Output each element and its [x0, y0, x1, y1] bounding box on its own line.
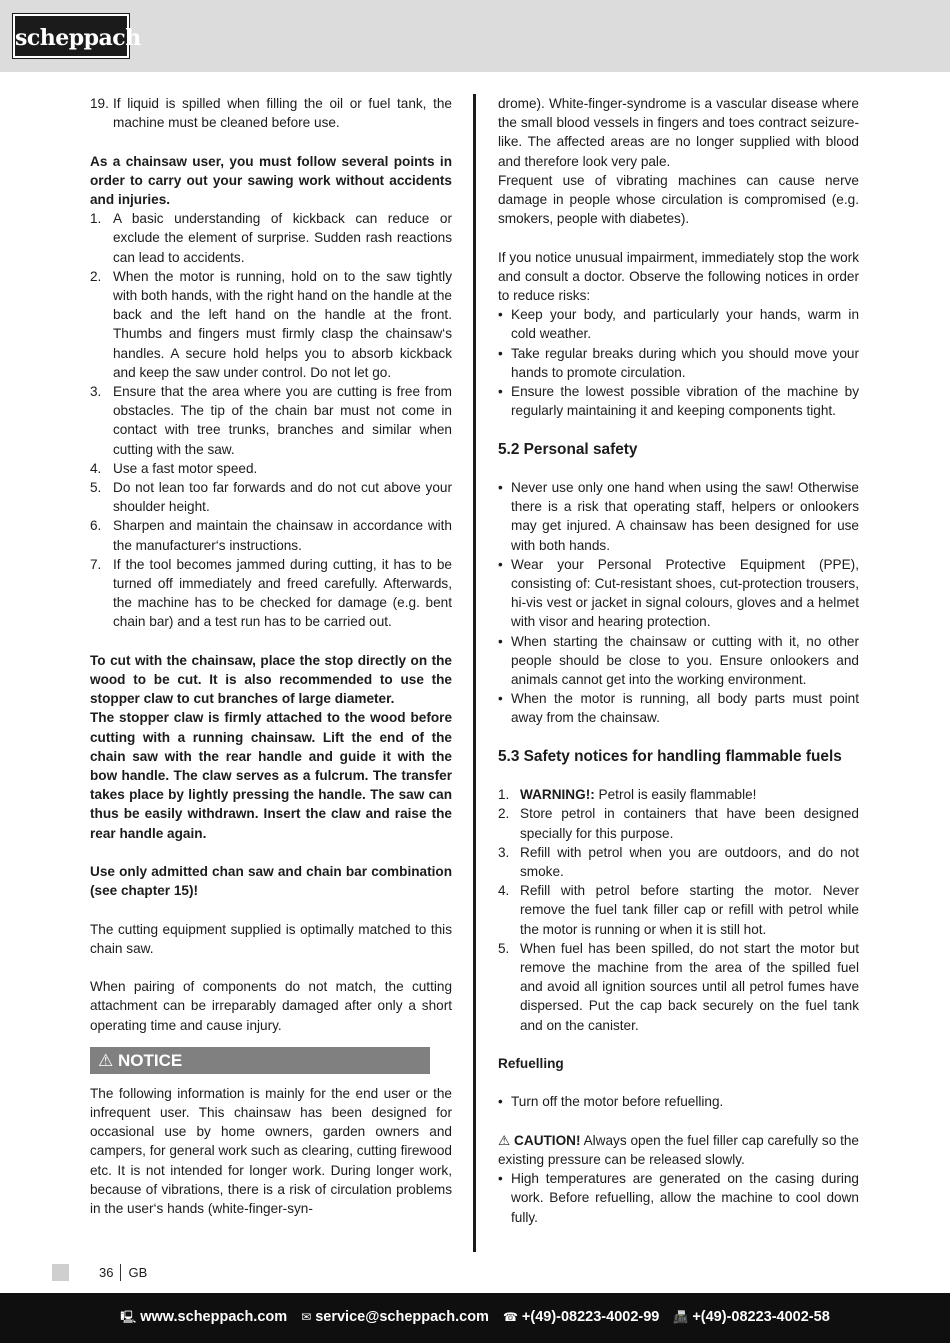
list-item: 4. Refill with petrol before starting the motor. Never remove the fuel tank filler cap or refill with petrol while the motor is running or when it is still hot. — [498, 883, 859, 937]
list-item: • Take regular breaks during which you should move your hands to promote circulation. — [498, 345, 859, 380]
admitted-combination-paragraph: Use only admitted chan saw and chain bar combination (see chapter 15)! — [90, 864, 452, 899]
matched-paragraph: The cutting equipment supplied is optimally matched to this chain saw. — [90, 921, 452, 956]
kickback-list — [90, 209, 452, 631]
phone-number: +(49)-08223-4002-99 — [521, 1309, 660, 1326]
phone-icon: ☎ — [502, 1310, 518, 1325]
caution-label: ⚠ CAUTION! — [498, 1132, 581, 1148]
email-link[interactable]: service@scheppach.com — [315, 1309, 489, 1326]
hot-bullets — [498, 1169, 859, 1227]
contact-footer — [0, 1293, 950, 1343]
impairment-paragraph: If you notice unusual impairment, immediately stop the work and consult a doctor. Observe the following notices in order to reduce risks: — [498, 249, 859, 304]
risk-bullets — [498, 305, 859, 420]
list-item: 19. If liquid is spilled when filling the oil or fuel tank, the machine must be cleaned before use. — [90, 96, 452, 131]
personal-safety-bullets — [498, 478, 859, 728]
caution-paragraph: ⚠ CAUTION! Always open the fuel filler cap carefully so the existing pressure can be released slowly. — [498, 1132, 859, 1168]
notice-banner: ⚠ NOTICE — [90, 1047, 430, 1074]
list-item: 6. Sharpen and maintain the chainsaw in accordance with the manufacturer‘s instructions. — [90, 518, 452, 553]
mail-icon: ✉ — [301, 1310, 312, 1325]
stopper-claw-paragraph: The stopper claw is firmly attached to the wood before cutting with a running chainsaw. Lift the end of the chain saw with the rear handle and guide it with the bow handle. The claw serves as a fulcrum. The transfer takes place by lightly pressing the handle. The saw can thus be easily withdrawn. Insert the claw and raise the rear handle again. — [90, 710, 452, 841]
computer-icon: 🖳 — [120, 1310, 137, 1325]
vibration-paragraph: Frequent use of vibrating machines can cause nerve damage in people whose circulation is compromised (e.g. smokers, people with diabetes). — [498, 172, 859, 227]
left-column — [90, 94, 452, 1218]
fuel-list — [498, 785, 859, 1035]
heading-refuelling: Refuelling — [498, 1056, 564, 1072]
pairing-paragraph: When pairing of components do not match, the cutting attachment can be irreparably damaged after only a short operating time and cause injury. — [90, 979, 452, 1033]
refuel-bullets — [498, 1092, 859, 1111]
list-continued — [90, 94, 452, 132]
list-item: 5. Do not lean too far forwards and do not cut above your shoulder height. — [90, 480, 452, 515]
website-link[interactable]: www.scheppach.com — [140, 1309, 288, 1326]
list-item: • When the motor is running, all body parts must point away from the chainsaw. — [498, 691, 859, 726]
list-item: 2. Store petrol in containers that have been designed specially for this purpose. — [498, 806, 859, 841]
list-item: 1. A basic understanding of kickback can reduce or exclude the element of surprise. Sudden rash reactions can lead to accidents. — [90, 211, 452, 265]
heading-personal-safety: 5.2 Personal safety — [498, 440, 638, 458]
continued-paragraph: drome). White-finger-syndrome is a vascular disease where the small blood vessels in fingers and toes contract seizure-like. The affected areas are no longer supplied with blood and therefore look very pale. — [498, 96, 859, 169]
fax-number: +(49)-08223-4002-58 — [692, 1309, 830, 1326]
page-header — [0, 0, 950, 72]
stop-paragraph: To cut with the chainsaw, place the stop directly on the wood to be cut. It is also recommended to use the stopper claw to cut branches of large diameter. — [90, 652, 452, 707]
notice-paragraph: The following information is mainly for the end user or the infrequent user. This chainsaw has been designed for occasional use by home owners, garden owners and campers, for general work such as clearing, cutting firewood etc. It is not intended for longer work. During longer work, because of vibrations, there is a risk of circulation problems in the user‘s hands (white-finger-syn- — [90, 1085, 452, 1217]
list-item: • High temperatures are generated on the casing during work. Before refuelling, allow the machine to cool down fully. — [498, 1171, 859, 1225]
list-item: 3. Refill with petrol when you are outdoors, and do not smoke. — [498, 844, 859, 880]
footer-square — [52, 1264, 69, 1281]
heading-flammable-fuels: 5.3 Safety notices for handling flammable fuels — [498, 747, 842, 765]
list-item: • Turn off the motor before refuelling. — [498, 1094, 724, 1110]
fax-icon: 📠 — [673, 1310, 689, 1325]
list-item: 2. When the motor is running, hold on to the saw tightly with both hands, with the right hand on the handle at the back and the left hand on the handle at the front. Thumbs and fingers must firmly clasp the chainsaw‘s handles. A secure hold helps you to absorb kickback and keep the saw under control. Do not let go. — [90, 268, 452, 380]
list-item: • Keep your body, and particularly your hands, warm in cold weather. — [498, 307, 859, 342]
list-item: 4. Use a fast motor speed. — [90, 460, 258, 476]
brand-logo: scheppach — [13, 14, 129, 58]
list-item: 7. If the tool becomes jammed during cutting, it has to be turned off immediately and freed carefully. Afterwards, the machine has to be checked for damage (e.g. bent chain bar) and a test run has to be carried out. — [90, 556, 452, 630]
list-item: • Ensure the lowest possible vibration of the machine by regularly maintaining it and keeping components tight. — [498, 384, 859, 419]
page-number: 36 GB — [99, 1265, 148, 1280]
right-column — [498, 94, 859, 1227]
intro-paragraph: As a chainsaw user, you must follow several points in order to carry out your sawing work without accidents and injuries. — [90, 153, 452, 207]
list-item: • Never use only one hand when using the saw! Otherwise there is a risk that operating staff, helpers or onlookers may get injured. A chainsaw has been designed for use with both hands. — [498, 480, 859, 553]
list-item: 3. Ensure that the area where you are cutting is free from obstacles. The tip of the chain bar must not come in contact with tree trunks, branches and similar when cutting with the saw. — [90, 384, 452, 457]
list-item: 5. When fuel has been spilled, do not start the motor but remove the machine from the area of the spilled fuel and avoid all ignition sources until all petrol fumes have dispersed. Put the cap back securely on the fuel tank and on the canister. — [498, 940, 859, 1033]
list-item: • When starting the chainsaw or cutting with it, no other people should be close to you. Ensure onlookers and animals cannot get into the working environment. — [498, 633, 859, 688]
list-item: • Wear your Personal Protective Equipment (PPE), consisting of: Cut-resistant shoes, cut-protection trousers, hi-vis vest or jacket in signal colours, gloves and a helmet with visor and hearing protection. — [498, 556, 859, 630]
list-item: 1. WARNING!: Petrol is easily flammable! — [498, 787, 757, 803]
column-divider — [473, 94, 476, 1252]
